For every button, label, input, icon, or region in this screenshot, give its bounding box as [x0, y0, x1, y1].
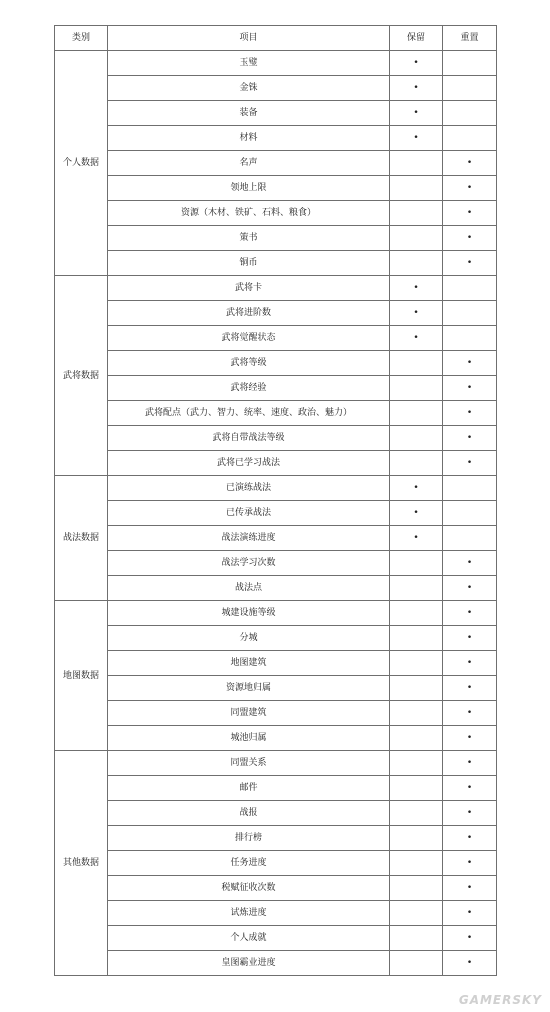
table-row — [55, 351, 497, 376]
reset-cell — [443, 576, 497, 601]
reset-mark: • — [466, 658, 473, 668]
table-row — [55, 601, 497, 626]
reset-mark: • — [466, 358, 473, 368]
reset-cell — [443, 351, 497, 376]
item-cell: 城建设施等级 — [108, 601, 390, 626]
reset-mark: • — [466, 233, 473, 243]
table-row — [55, 151, 497, 176]
header-keep: 保留 — [390, 26, 443, 51]
keep-cell — [390, 351, 443, 376]
reset-cell — [443, 601, 497, 626]
item-cell: 玉璧 — [108, 51, 390, 76]
keep-cell — [390, 376, 443, 401]
table-row — [55, 801, 497, 826]
reset-cell — [443, 951, 497, 976]
table-row — [55, 876, 497, 901]
item-cell: 领地上限 — [108, 176, 390, 201]
gamersky-watermark: GAMERSKY — [458, 993, 542, 1007]
reset-cell — [443, 751, 497, 776]
item-cell: 个人成就 — [108, 926, 390, 951]
reset-cell — [443, 326, 497, 351]
reset-mark: • — [466, 608, 473, 618]
keep-cell — [390, 501, 443, 526]
keep-cell — [390, 776, 443, 801]
item-cell: 装备 — [108, 101, 390, 126]
reset-cell — [443, 76, 497, 101]
reset-mark: • — [466, 258, 473, 268]
reset-cell — [443, 676, 497, 701]
category-cell: 其他数据 — [55, 751, 108, 976]
category-cell: 地图数据 — [55, 601, 108, 751]
item-cell: 地图建筑 — [108, 651, 390, 676]
reset-mark: • — [466, 633, 473, 643]
item-cell: 城池归属 — [108, 726, 390, 751]
table-row — [55, 526, 497, 551]
table-body — [55, 51, 497, 976]
reset-cell — [443, 551, 497, 576]
table-row — [55, 401, 497, 426]
reset-cell — [443, 176, 497, 201]
item-cell: 任务进度 — [108, 851, 390, 876]
reset-mark: • — [466, 408, 473, 418]
item-cell: 战报 — [108, 801, 390, 826]
reset-mark: • — [466, 158, 473, 168]
reset-cell — [443, 251, 497, 276]
item-cell: 邮件 — [108, 776, 390, 801]
table-row — [55, 101, 497, 126]
keep-cell — [390, 176, 443, 201]
item-cell: 战法演练进度 — [108, 526, 390, 551]
item-cell: 名声 — [108, 151, 390, 176]
reset-cell — [443, 101, 497, 126]
item-cell: 战法学习次数 — [108, 551, 390, 576]
keep-mark: • — [413, 108, 419, 118]
table-row — [55, 826, 497, 851]
keep-cell — [390, 676, 443, 701]
reset-cell — [443, 926, 497, 951]
item-cell: 武将等级 — [108, 351, 390, 376]
item-cell: 武将自带战法等级 — [108, 426, 390, 451]
keep-cell — [390, 551, 443, 576]
reset-cell — [443, 901, 497, 926]
reset-cell — [443, 226, 497, 251]
reset-mark: • — [466, 733, 473, 743]
header-reset: 重置 — [443, 26, 497, 51]
reset-mark: • — [466, 958, 473, 968]
table-row — [55, 426, 497, 451]
keep-cell — [390, 876, 443, 901]
reset-cell — [443, 701, 497, 726]
item-cell: 已传承战法 — [108, 501, 390, 526]
item-cell: 同盟建筑 — [108, 701, 390, 726]
reset-mark: • — [466, 683, 473, 693]
keep-cell — [390, 426, 443, 451]
keep-cell — [390, 651, 443, 676]
table-row — [55, 451, 497, 476]
table-row — [55, 626, 497, 651]
keep-mark: • — [413, 283, 419, 293]
reset-cell — [443, 201, 497, 226]
reset-mark: • — [466, 583, 473, 593]
table-row — [55, 701, 497, 726]
table-row — [55, 851, 497, 876]
item-cell: 铜币 — [108, 251, 390, 276]
keep-cell — [390, 926, 443, 951]
reset-cell — [443, 301, 497, 326]
table-row — [55, 376, 497, 401]
keep-cell — [390, 726, 443, 751]
item-cell: 皇图霸业进度 — [108, 951, 390, 976]
keep-mark: • — [413, 483, 419, 493]
keep-cell — [390, 526, 443, 551]
reset-mark: • — [466, 208, 473, 218]
header-category: 类别 — [55, 26, 108, 51]
table-row — [55, 776, 497, 801]
keep-cell — [390, 151, 443, 176]
keep-mark: • — [413, 58, 419, 68]
table-row — [55, 76, 497, 101]
keep-cell — [390, 901, 443, 926]
keep-cell — [390, 626, 443, 651]
keep-cell — [390, 51, 443, 76]
item-cell: 分城 — [108, 626, 390, 651]
category-cell: 个人数据 — [55, 51, 108, 276]
reset-mark: • — [466, 433, 473, 443]
reset-cell — [443, 126, 497, 151]
category-cell: 武将数据 — [55, 276, 108, 476]
table-row — [55, 226, 497, 251]
reset-cell — [443, 851, 497, 876]
keep-cell — [390, 851, 443, 876]
reset-mark: • — [466, 858, 473, 868]
keep-cell — [390, 401, 443, 426]
item-cell: 武将经验 — [108, 376, 390, 401]
reset-cell — [443, 826, 497, 851]
item-cell: 已演练战法 — [108, 476, 390, 501]
keep-cell — [390, 226, 443, 251]
item-cell: 武将进阶数 — [108, 301, 390, 326]
keep-cell — [390, 126, 443, 151]
table-row — [55, 651, 497, 676]
reset-cell — [443, 401, 497, 426]
item-cell: 同盟关系 — [108, 751, 390, 776]
reset-cell — [443, 801, 497, 826]
reset-cell — [443, 651, 497, 676]
table-row — [55, 201, 497, 226]
item-cell: 金铢 — [108, 76, 390, 101]
table-row — [55, 951, 497, 976]
reset-mark: • — [466, 458, 473, 468]
table-row — [55, 926, 497, 951]
item-cell: 试炼进度 — [108, 901, 390, 926]
data-reset-table — [54, 25, 497, 976]
keep-cell — [390, 76, 443, 101]
keep-cell — [390, 476, 443, 501]
keep-cell — [390, 576, 443, 601]
item-cell: 武将卡 — [108, 276, 390, 301]
reset-mark: • — [466, 908, 473, 918]
table-row — [55, 251, 497, 276]
table-row — [55, 326, 497, 351]
table-row — [55, 476, 497, 501]
keep-cell — [390, 801, 443, 826]
reset-mark: • — [466, 558, 473, 568]
reset-cell — [443, 376, 497, 401]
table-row — [55, 676, 497, 701]
item-cell: 资源地归属 — [108, 676, 390, 701]
table-row — [55, 176, 497, 201]
item-cell: 武将已学习战法 — [108, 451, 390, 476]
item-cell: 资源（木材、铁矿、石料、粮食） — [108, 201, 390, 226]
reset-mark: • — [466, 783, 473, 793]
table-header-row — [55, 26, 497, 51]
keep-cell — [390, 601, 443, 626]
table-row — [55, 126, 497, 151]
reset-cell — [443, 776, 497, 801]
table-row — [55, 51, 497, 76]
item-cell: 武将配点（武力、智力、统率、速度、政治、魅力） — [108, 401, 390, 426]
reset-cell — [443, 426, 497, 451]
table-row — [55, 576, 497, 601]
keep-cell — [390, 301, 443, 326]
reset-cell — [443, 876, 497, 901]
keep-cell — [390, 251, 443, 276]
keep-mark: • — [413, 308, 419, 318]
table-row — [55, 726, 497, 751]
reset-mark: • — [466, 183, 473, 193]
reset-cell — [443, 526, 497, 551]
reset-cell — [443, 51, 497, 76]
reset-mark: • — [466, 758, 473, 768]
item-cell: 策书 — [108, 226, 390, 251]
keep-cell — [390, 701, 443, 726]
keep-mark: • — [413, 508, 419, 518]
keep-mark: • — [413, 83, 419, 93]
keep-mark: • — [413, 133, 419, 143]
keep-cell — [390, 101, 443, 126]
keep-mark: • — [413, 533, 419, 543]
reset-mark: • — [466, 833, 473, 843]
table-row — [55, 751, 497, 776]
keep-cell — [390, 951, 443, 976]
item-cell: 战法点 — [108, 576, 390, 601]
keep-cell — [390, 326, 443, 351]
table-row — [55, 301, 497, 326]
keep-cell — [390, 451, 443, 476]
header-item: 项目 — [108, 26, 390, 51]
item-cell: 武将觉醒状态 — [108, 326, 390, 351]
keep-cell — [390, 201, 443, 226]
reset-cell — [443, 726, 497, 751]
table-row — [55, 501, 497, 526]
table-row — [55, 901, 497, 926]
reset-mark: • — [466, 708, 473, 718]
reset-cell — [443, 151, 497, 176]
keep-cell — [390, 751, 443, 776]
reset-cell — [443, 276, 497, 301]
item-cell: 税赋征收次数 — [108, 876, 390, 901]
table-row — [55, 551, 497, 576]
keep-cell — [390, 826, 443, 851]
item-cell: 材料 — [108, 126, 390, 151]
reset-cell — [443, 626, 497, 651]
keep-mark: • — [413, 333, 419, 343]
reset-mark: • — [466, 933, 473, 943]
reset-cell — [443, 501, 497, 526]
reset-mark: • — [466, 383, 473, 393]
reset-mark: • — [466, 883, 473, 893]
category-cell: 战法数据 — [55, 476, 108, 601]
item-cell: 排行榜 — [108, 826, 390, 851]
keep-cell — [390, 276, 443, 301]
table-row — [55, 276, 497, 301]
reset-mark: • — [466, 808, 473, 818]
reset-cell — [443, 451, 497, 476]
reset-cell — [443, 476, 497, 501]
